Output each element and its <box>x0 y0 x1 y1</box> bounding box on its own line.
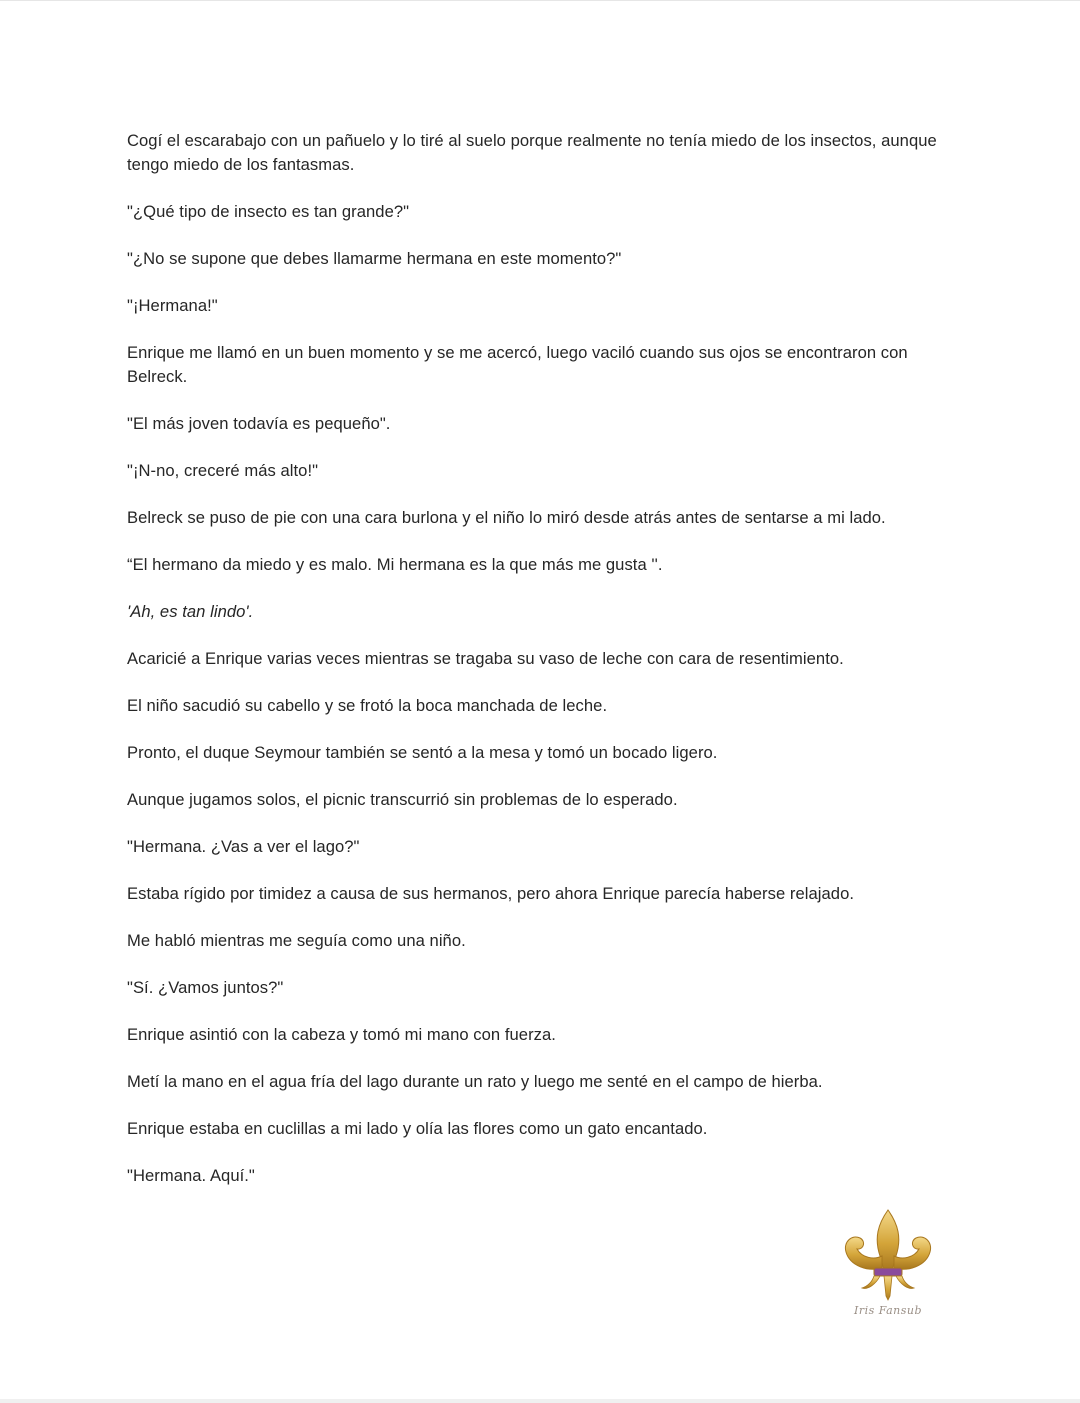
paragraph: “El hermano da miedo y es malo. Mi hermana es la que más me gusta ''. <box>127 555 663 574</box>
paragraph: "Hermana. ¿Vas a ver el lago?" <box>127 837 360 856</box>
watermark-logo <box>838 1206 938 1326</box>
paragraph: Metí la mano en el agua fría del lago durante un rato y luego me senté en el campo de hierba. <box>127 1072 823 1091</box>
paragraph: "¿No se supone que debes llamarme hermana en este momento?" <box>127 249 622 268</box>
paragraph: "El más joven todavía es pequeño". <box>127 414 391 433</box>
paragraph: Me habló mientras me seguía como una niño. <box>127 931 466 950</box>
paragraph: Enrique asintió con la cabeza y tomó mi mano con fuerza. <box>127 1025 556 1044</box>
paragraph: El niño sacudió su cabello y se frotó la boca manchada de leche. <box>127 696 608 715</box>
paragraph: Belreck se puso de pie con una cara burlona y el niño lo miró desde atrás antes de sentarse a mi lado. <box>127 508 886 527</box>
paragraph: Enrique me llamó en un buen momento y se me acercó, luego vaciló cuando sus ojos se encontraron con Belreck. <box>127 343 908 386</box>
paragraph: Enrique estaba en cuclillas a mi lado y olía las flores como un gato encantado. <box>127 1119 708 1138</box>
paragraph: "¡N-no, creceré más alto!" <box>127 461 319 480</box>
paragraph: Cogí el escarabajo con un pañuelo y lo tiré al suelo porque realmente no tenía miedo de los insectos, aunque tengo miedo de los fantasmas. <box>127 131 937 174</box>
paragraph: 'Ah, es tan lindo'. <box>127 602 254 621</box>
page-bottom-edge <box>0 1399 1080 1403</box>
paragraph: "Hermana. Aquí." <box>127 1166 255 1185</box>
paragraph: Aunque jugamos solos, el picnic transcurrió sin problemas de lo esperado. <box>127 790 678 809</box>
paragraph: Pronto, el duque Seymour también se sentó a la mesa y tomó un bocado ligero. <box>127 743 718 762</box>
paragraph: "Sí. ¿Vamos juntos?" <box>127 978 284 997</box>
paragraph: Estaba rígido por timidez a causa de sus hermanos, pero ahora Enrique parecía haberse relajado. <box>127 884 855 903</box>
fleur-de-lis-icon <box>838 1206 938 1306</box>
paragraph: "¡Hermana!" <box>127 296 218 315</box>
watermark-caption: Iris Fansub <box>853 1304 923 1317</box>
paragraph: Acaricié a Enrique varias veces mientras se tragaba su vaso de leche con cara de resentimiento. <box>127 649 844 668</box>
document-body <box>127 129 967 1211</box>
paragraph: "¿Qué tipo de insecto es tan grande?" <box>127 202 410 221</box>
